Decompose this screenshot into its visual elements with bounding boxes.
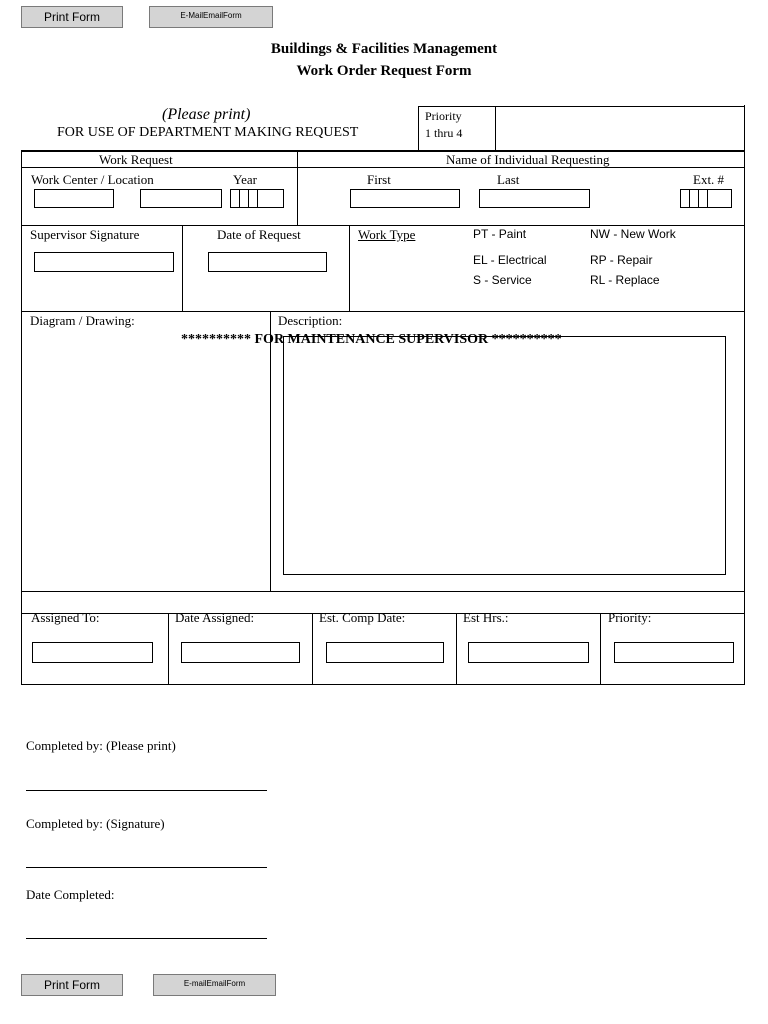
- priority-label: Priority: [425, 109, 462, 123]
- print-form-button-top[interactable]: Print Form: [21, 6, 123, 28]
- section-divider-3: [21, 311, 745, 312]
- priority-top-line: [418, 106, 745, 107]
- priority-range-label: 1 thru 4: [425, 126, 463, 140]
- year-digit-4[interactable]: [257, 189, 284, 208]
- assign-divider-3: [456, 613, 457, 684]
- worktype-divider: [349, 225, 350, 311]
- form-title: Work Order Request Form: [296, 63, 472, 79]
- supervisor-signature-label: Supervisor Signature: [30, 227, 140, 242]
- form-bottom-border: [21, 684, 745, 685]
- assign-divider-1: [168, 613, 169, 684]
- est-comp-date-label: Est. Comp Date:: [319, 610, 406, 625]
- priority-input[interactable]: [497, 108, 743, 149]
- please-print-note: (Please print): [162, 106, 251, 123]
- work-request-heading: Work Request: [99, 152, 173, 167]
- date-assigned-label: Date Assigned:: [175, 610, 255, 625]
- diagram-divider: [270, 311, 271, 591]
- last-name-label: Last: [497, 172, 520, 187]
- year-label: Year: [233, 172, 257, 187]
- work-type-el: EL - Electrical: [473, 253, 547, 267]
- est-hrs-input[interactable]: [468, 642, 589, 663]
- description-label: Description:: [278, 313, 343, 328]
- work-type-rp: RP - Repair: [590, 253, 653, 267]
- est-hrs-label: Est Hrs.:: [463, 610, 509, 625]
- priority-mid-line: [495, 106, 496, 151]
- ext-label: Ext. #: [693, 172, 725, 187]
- work-type-label: Work Type: [358, 227, 416, 242]
- date-of-request-label: Date of Request: [217, 227, 301, 242]
- assign-divider-2: [312, 613, 313, 684]
- location-input[interactable]: [140, 189, 222, 208]
- maintenance-supervisor-banner: ********** FOR MAINTENANCE SUPERVISOR **********: [181, 332, 562, 347]
- completed-by-print-label: Completed by: (Please print): [26, 738, 176, 753]
- assign-priority-label: Priority:: [608, 610, 652, 625]
- dept-use-label: FOR USE OF DEPARTMENT MAKING REQUEST: [57, 125, 359, 140]
- assign-priority-input[interactable]: [614, 642, 734, 663]
- ext-digit-4[interactable]: [707, 189, 732, 208]
- first-name-label: First: [367, 172, 391, 187]
- work-type-pt: PT - Paint: [473, 227, 527, 241]
- section-divider-4: [21, 591, 745, 592]
- section-divider-2: [21, 225, 745, 226]
- diagram-label: Diagram / Drawing:: [30, 313, 135, 328]
- signature-divider: [182, 225, 183, 311]
- date-of-request-input[interactable]: [208, 252, 327, 272]
- work-request-divider: [297, 151, 298, 225]
- assigned-to-input[interactable]: [32, 642, 153, 663]
- work-type-rl: RL - Replace: [590, 273, 660, 287]
- print-form-button-bottom[interactable]: Print Form: [21, 974, 123, 996]
- assigned-to-label: Assigned To:: [31, 610, 100, 625]
- date-assigned-input[interactable]: [181, 642, 300, 663]
- work-type-nw: NW - New Work: [590, 227, 676, 241]
- last-name-input[interactable]: [479, 189, 590, 208]
- priority-left-line: [418, 106, 419, 151]
- completed-by-print-line[interactable]: [26, 790, 267, 791]
- est-comp-date-input[interactable]: [326, 642, 444, 663]
- work-center-input[interactable]: [34, 189, 114, 208]
- email-form-button-top[interactable]: E-MailEmailForm: [149, 6, 273, 28]
- date-completed-line[interactable]: [26, 938, 267, 939]
- form-right-border: [744, 105, 745, 685]
- assign-divider-4: [600, 613, 601, 684]
- date-completed-label: Date Completed:: [26, 887, 115, 902]
- form-left-border: [21, 150, 22, 685]
- work-center-label: Work Center / Location: [31, 172, 154, 187]
- completed-by-signature-line[interactable]: [26, 867, 267, 868]
- org-title: Buildings & Facilities Management: [270, 41, 498, 57]
- supervisor-signature-input[interactable]: [34, 252, 174, 272]
- email-form-button-bottom[interactable]: E-mailEmailForm: [153, 974, 276, 996]
- description-input[interactable]: [283, 336, 726, 575]
- requester-heading: Name of Individual Requesting: [446, 152, 610, 167]
- work-type-s: S - Service: [473, 273, 532, 287]
- completed-by-signature-label: Completed by: (Signature): [26, 816, 165, 831]
- first-name-input[interactable]: [350, 189, 460, 208]
